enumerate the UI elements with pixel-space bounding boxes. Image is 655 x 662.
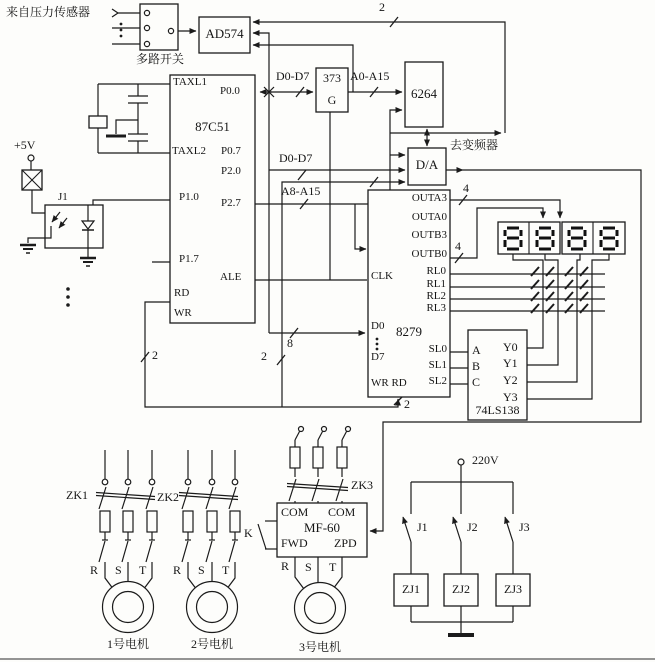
- phase-t-2: T: [222, 563, 230, 577]
- pin-p17: P1.7: [179, 253, 199, 265]
- decoder-label: 74LS138: [475, 403, 520, 417]
- motor-1-label: 1号电机: [106, 637, 149, 651]
- bus-d0d7-2-label: D0-D7: [279, 151, 313, 165]
- inverter-fwd: FWD: [281, 536, 308, 550]
- pin-y3: Y3: [503, 390, 518, 404]
- ram-label: 6264: [411, 86, 437, 101]
- phase-s-1: S: [115, 563, 122, 577]
- phase-r-1: R: [90, 563, 99, 577]
- contactor-zk3-label: ZK3: [351, 478, 373, 492]
- k-switch-label: K: [244, 526, 253, 540]
- opto-label: J1: [58, 191, 68, 203]
- inverter-zpd: ZPD: [334, 536, 357, 550]
- bus-width-4-a: 4: [463, 181, 469, 195]
- bus-width-2-rdwr: 2: [152, 348, 158, 362]
- pin-c: C: [472, 375, 481, 389]
- crystal-icon: [89, 116, 107, 128]
- mux-label: 多路开关: [136, 52, 185, 66]
- bus-d0d7-label: D0-D7: [276, 69, 310, 83]
- k-switch-icon: [258, 524, 266, 549]
- motor-1-icon: [103, 582, 154, 633]
- relay-j1-label: J1: [417, 520, 428, 534]
- relay-j3-label: J3: [519, 520, 530, 534]
- coil-zj3-label: ZJ3: [504, 582, 522, 596]
- pin-sl0: SL0: [428, 343, 447, 355]
- dac-label: D/A: [415, 157, 439, 172]
- j2-contact-icon: [453, 517, 461, 542]
- pin-rl1: RL1: [426, 278, 446, 290]
- pin-y2: Y2: [503, 373, 518, 387]
- phase-s-3: S: [305, 560, 312, 574]
- relay-section: [403, 459, 513, 635]
- phase-t-1: T: [139, 563, 147, 577]
- pin-sl1: SL1: [428, 359, 447, 371]
- bus-width-4-b: 4: [455, 239, 461, 253]
- pin-a: A: [472, 343, 481, 357]
- pin-clk: CLK: [371, 270, 393, 282]
- bus-width-2-dactl: 2: [261, 349, 267, 363]
- optocoupler-box: [45, 205, 103, 248]
- pin-p10: P1.0: [179, 191, 199, 203]
- relay-j2-label: J2: [467, 520, 478, 534]
- phase-s-2: S: [198, 563, 205, 577]
- sensor-source-label: 来自压力传感器: [6, 5, 91, 19]
- phase-r-3: R: [281, 559, 290, 573]
- vcc-terminal-icon: [28, 155, 34, 161]
- contactor-zk2-label: ZK2: [157, 490, 179, 504]
- pin-rd: RD: [174, 287, 190, 299]
- motor-branch-2: [179, 450, 240, 633]
- j3-contact-icon: [505, 517, 513, 542]
- pin-d7: D7: [371, 351, 385, 363]
- pin-p27: P2.7: [221, 197, 241, 209]
- pin-taxl2: TAXL2: [172, 145, 206, 157]
- pin-outa0: OUTA0: [411, 211, 447, 223]
- pin-outa3: OUTA3: [411, 192, 447, 204]
- pin-outb3: OUTB3: [411, 229, 447, 241]
- pin-d0: D0: [371, 320, 385, 332]
- mains-terminal-icon: [458, 459, 464, 465]
- pin-p07: P0.7: [221, 145, 241, 157]
- pin-p00: P0.0: [220, 85, 240, 97]
- pin-sl2: SL2: [428, 375, 447, 387]
- kdc-label: 8279: [396, 324, 422, 339]
- pin-wr: WR: [174, 307, 192, 319]
- coil-zj1-label: ZJ1: [402, 582, 420, 596]
- mcu-label: 87C51: [195, 119, 230, 134]
- pin-wrrd: WR RD: [371, 377, 407, 389]
- pin-p20: P2.0: [221, 165, 241, 177]
- j1-contact-icon: [403, 517, 411, 542]
- motor-2-label: 2号电机: [190, 637, 233, 651]
- motor-3-icon: [295, 583, 346, 634]
- pin-taxl1: TAXL1: [173, 76, 207, 88]
- latch-gate-pin: G: [327, 93, 337, 107]
- vcc-label: +5V: [14, 138, 36, 152]
- motor-branch-1: [96, 450, 157, 633]
- bus-a0a15-label: A0-A15: [350, 69, 390, 83]
- pin-rl2: RL2: [426, 290, 446, 302]
- bus-width-2-8279: 2: [404, 397, 410, 411]
- motor-2-icon: [187, 582, 238, 633]
- pin-y0: Y0: [503, 340, 518, 354]
- adc-label: AD574: [205, 26, 244, 41]
- coil-zj2-label: ZJ2: [452, 582, 470, 596]
- inverter-model: MF-60: [303, 520, 341, 535]
- pin-rl0: RL0: [426, 265, 446, 277]
- contactor-zk1-label: ZK1: [66, 488, 88, 502]
- pin-outb0: OUTB0: [411, 248, 447, 260]
- pin-ale: ALE: [220, 271, 242, 283]
- phase-r-2: R: [173, 563, 182, 577]
- inverter-com1: COM: [281, 505, 309, 519]
- bus-a8a15-label: A8-A15: [281, 184, 321, 198]
- motor-3-label: 3号电机: [298, 640, 341, 654]
- latch-label: 373: [323, 71, 341, 85]
- pin-rl3: RL3: [426, 302, 446, 314]
- bus-width-2: 2: [379, 0, 385, 14]
- bus-width-8: 8: [287, 336, 293, 350]
- input-arrow-icon: [112, 9, 118, 17]
- to-inverter-label: 去变频器: [450, 138, 499, 152]
- pin-y1: Y1: [503, 356, 518, 370]
- pin-b: B: [472, 359, 481, 373]
- mains-label: 220V: [472, 453, 499, 467]
- inverter-com2: COM: [328, 505, 356, 519]
- phase-t-3: T: [329, 560, 337, 574]
